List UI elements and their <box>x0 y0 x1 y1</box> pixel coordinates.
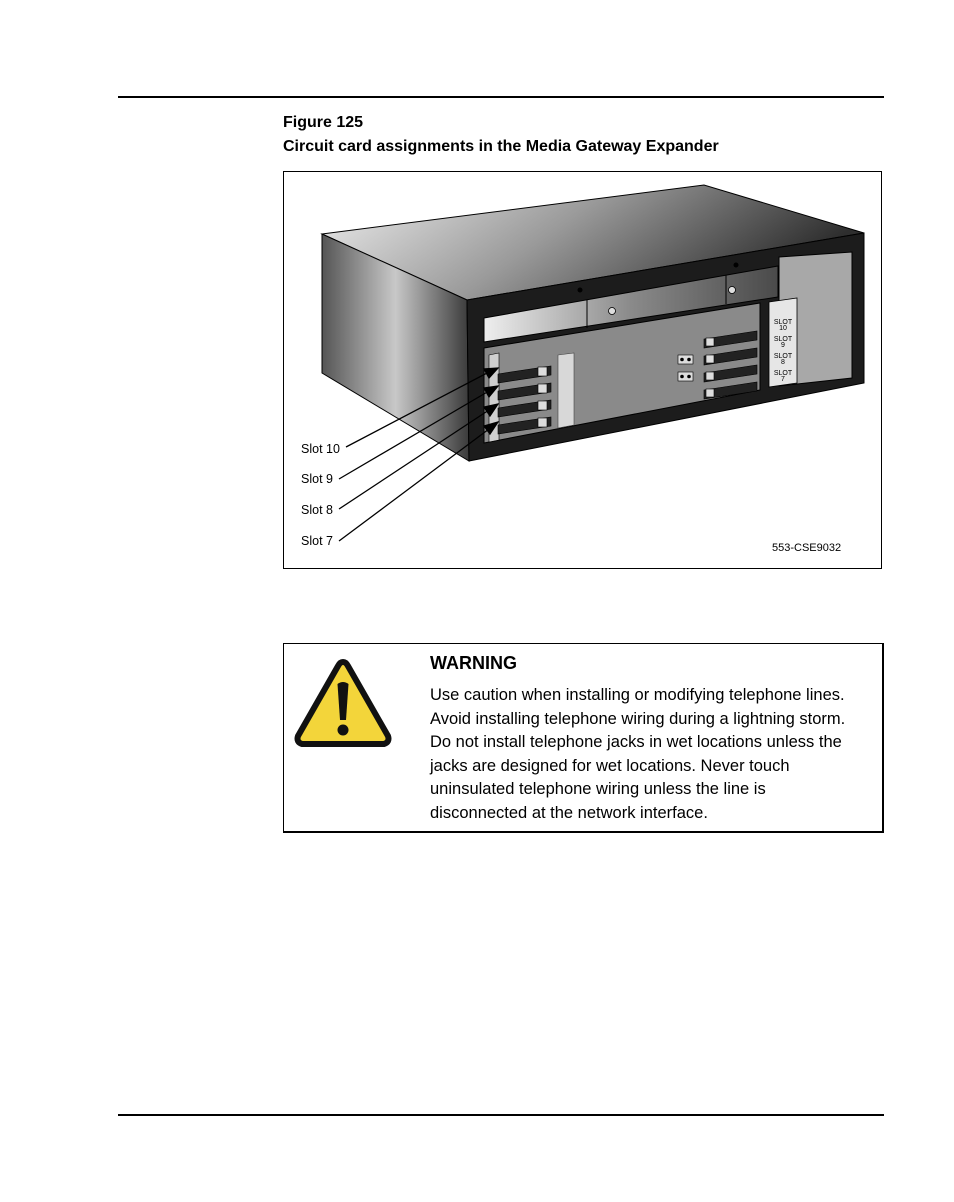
screw-icon <box>729 287 736 294</box>
warning-line: Do not install telephone jacks in wet locations unless the <box>430 733 842 752</box>
callout-slot-10: Slot 10 <box>301 442 340 456</box>
card-divider <box>558 353 574 428</box>
warning-title: WARNING <box>430 653 517 673</box>
figure-frame <box>283 171 882 569</box>
warning-box <box>283 643 884 833</box>
panel-slot-label: SLOT <box>773 319 793 326</box>
panel-slot-number: 10 <box>779 325 787 332</box>
panel-slot-label: SLOT <box>773 336 793 343</box>
figure-caption: Circuit card assignments in the Media Gateway Expander <box>283 138 719 155</box>
header-rule <box>118 96 884 98</box>
warning-line: Avoid installing telephone wiring during a lightning storm. <box>430 709 846 728</box>
panel-slot-number: 8 <box>781 359 785 366</box>
panel-slot-number: 7 <box>781 376 785 383</box>
callout-slot-9: Slot 9 <box>301 472 333 486</box>
callout-slot-8: Slot 8 <box>301 503 333 517</box>
figure-label: Figure 125 <box>283 114 364 131</box>
drawing-id: 553-CSE9032 <box>772 542 842 554</box>
screw-icon <box>609 308 616 315</box>
warning-line: Use caution when installing or modifying telephone lines. <box>430 686 845 704</box>
rivet-icon <box>578 288 583 293</box>
media-gateway-expander-illustration <box>284 172 883 570</box>
panel-slot-label: SLOT <box>773 370 793 377</box>
callout-line <box>339 429 489 541</box>
footer-rule <box>118 1114 884 1116</box>
rivet-icon <box>734 263 739 268</box>
warning-body <box>430 684 878 826</box>
panel-slot-label: SLOT <box>773 353 793 360</box>
warning-line: disconnected at the network interface. <box>430 803 708 822</box>
callout-slot-7: Slot 7 <box>301 534 333 548</box>
warning-line: jacks are designed for wet locations. Never touch <box>430 756 790 775</box>
warning-triangle-icon <box>294 658 392 748</box>
panel-slot-number: 9 <box>781 342 785 349</box>
warning-line: uninsulated telephone wiring unless the line is <box>430 780 766 799</box>
